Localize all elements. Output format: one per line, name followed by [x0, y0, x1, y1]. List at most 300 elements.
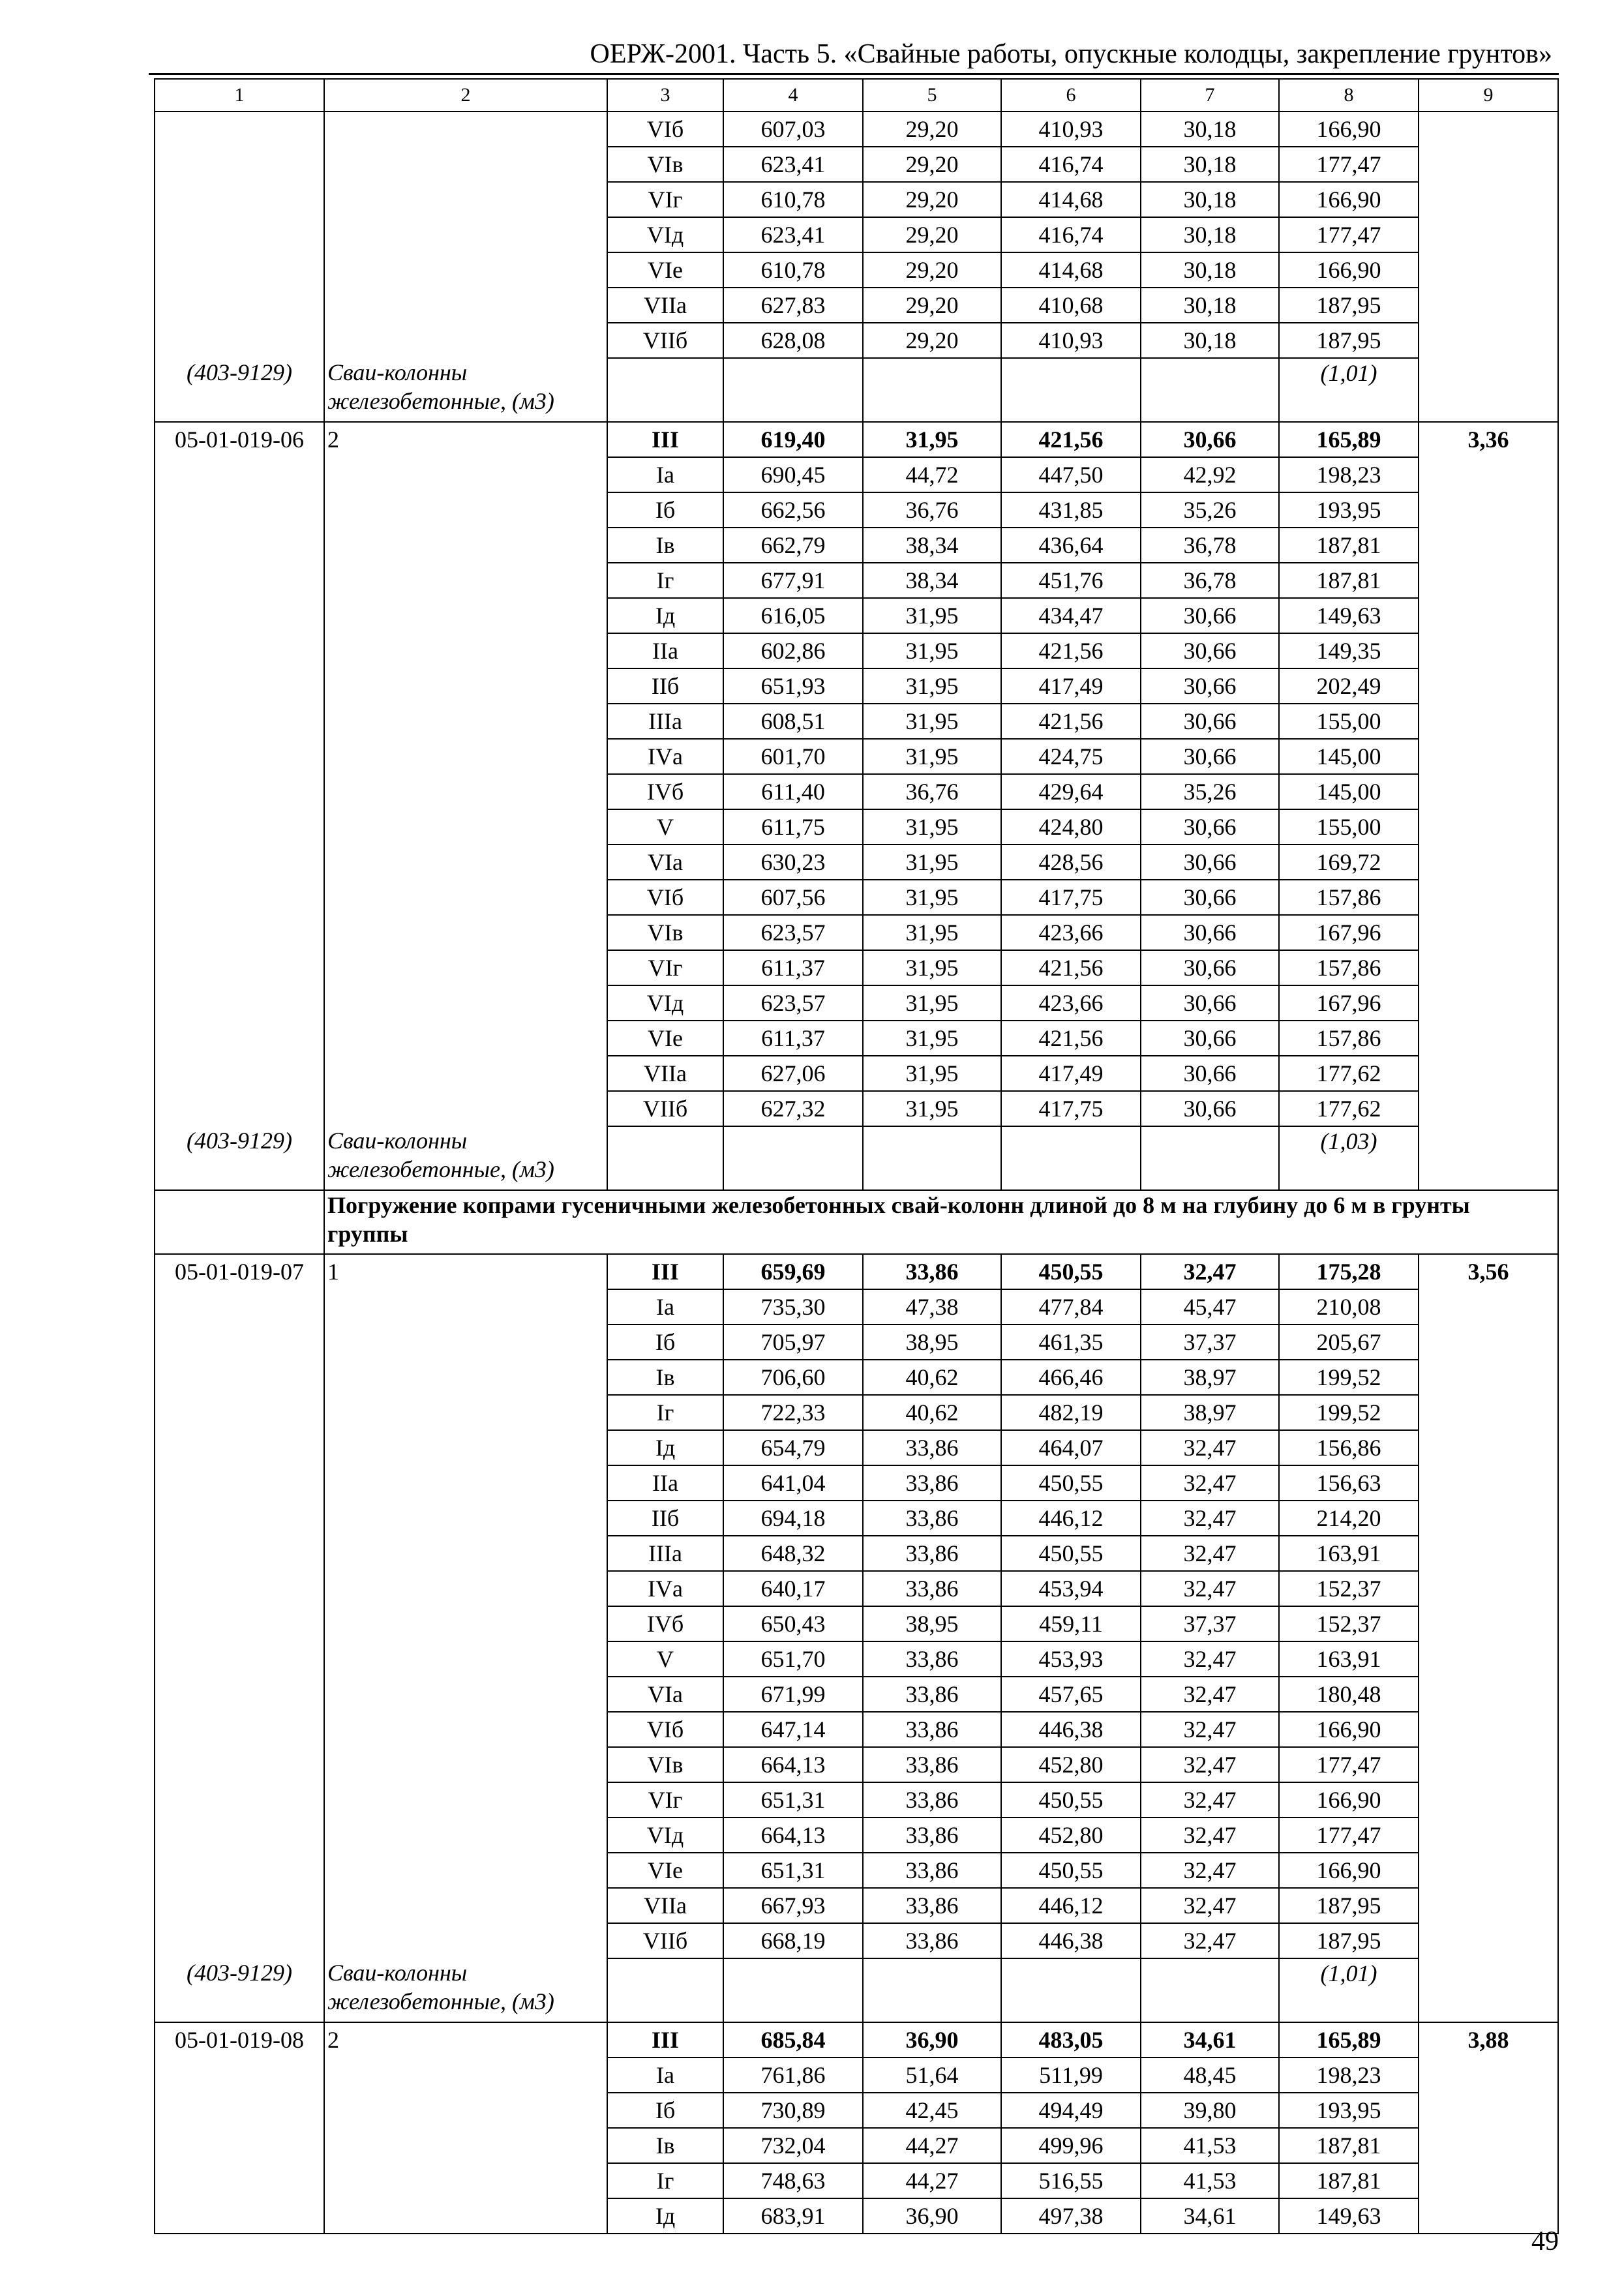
- soil-group-column: [324, 563, 607, 598]
- wages-cost: 36,76: [863, 774, 1001, 809]
- total-cost: 705,97: [723, 1324, 863, 1360]
- machine-cost: 428,56: [1001, 845, 1141, 880]
- materials-cost: 169,72: [1279, 845, 1419, 880]
- total-cost: 664,13: [723, 1747, 863, 1782]
- machine-cost: 410,68: [1001, 288, 1141, 323]
- column-number: 8: [1279, 79, 1419, 112]
- machine-cost: 423,66: [1001, 915, 1141, 950]
- materials-cost: 187,81: [1279, 528, 1419, 563]
- labor-hours: [1419, 704, 1558, 739]
- empty-cell: [1419, 358, 1558, 422]
- machine-cost: 452,80: [1001, 1818, 1141, 1853]
- machinist-wages: 45,47: [1141, 1289, 1279, 1324]
- soil-group-column: [324, 323, 607, 358]
- rate-row: [155, 1888, 1558, 1923]
- rate-row: [155, 2057, 1558, 2093]
- machinist-wages: 32,47: [1141, 1747, 1279, 1782]
- machine-cost: 483,05: [1001, 2022, 1141, 2057]
- materials-cost: 175,28: [1279, 1254, 1419, 1289]
- labor-hours: [1419, 1324, 1558, 1360]
- machinist-wages: 30,66: [1141, 739, 1279, 774]
- machinist-wages: 30,66: [1141, 985, 1279, 1021]
- machinist-wages: 34,61: [1141, 2198, 1279, 2234]
- rate-code: [155, 1501, 324, 1536]
- soil-category: IIб: [607, 1501, 723, 1536]
- wages-cost: 31,95: [863, 1091, 1001, 1126]
- soil-category: Iа: [607, 457, 723, 492]
- material-row: [155, 1958, 1558, 2022]
- machinist-wages: 32,47: [1141, 1923, 1279, 1958]
- rate-row: [155, 2093, 1558, 2128]
- machine-cost: 499,96: [1001, 2128, 1141, 2163]
- total-cost: 662,79: [723, 528, 863, 563]
- machine-cost: 446,12: [1001, 1888, 1141, 1923]
- soil-category: VIа: [607, 1677, 723, 1712]
- labor-hours: [1419, 563, 1558, 598]
- machine-cost: 450,55: [1001, 1782, 1141, 1818]
- total-cost: 619,40: [723, 422, 863, 457]
- soil-category: VIIа: [607, 1056, 723, 1091]
- rate-row: [155, 422, 1558, 457]
- machinist-wages: 41,53: [1141, 2163, 1279, 2198]
- total-cost: 662,56: [723, 492, 863, 528]
- wages-cost: 31,95: [863, 668, 1001, 704]
- soil-group-column: [324, 528, 607, 563]
- rate-code: [155, 633, 324, 668]
- total-cost: 608,51: [723, 704, 863, 739]
- total-cost: 602,86: [723, 633, 863, 668]
- materials-cost: 166,90: [1279, 112, 1419, 147]
- materials-cost: 199,52: [1279, 1360, 1419, 1395]
- rate-row: [155, 1712, 1558, 1747]
- wages-cost: 38,95: [863, 1606, 1001, 1641]
- total-cost: 611,37: [723, 1021, 863, 1056]
- rate-code: [155, 2128, 324, 2163]
- machine-cost: 494,49: [1001, 2093, 1141, 2128]
- materials-cost: 177,62: [1279, 1056, 1419, 1091]
- rate-code: [155, 1465, 324, 1501]
- rate-row: [155, 1501, 1558, 1536]
- soil-group-column: [324, 1021, 607, 1056]
- wages-cost: 51,64: [863, 2057, 1001, 2093]
- total-cost: 659,69: [723, 1254, 863, 1289]
- labor-hours: [1419, 950, 1558, 985]
- materials-cost: 166,90: [1279, 1853, 1419, 1888]
- machine-cost: 410,93: [1001, 112, 1141, 147]
- page-number: 49: [1531, 2226, 1559, 2256]
- labor-hours: [1419, 774, 1558, 809]
- soil-category: IVа: [607, 1571, 723, 1606]
- labor-hours: 3,36: [1419, 422, 1558, 457]
- machinist-wages: 32,47: [1141, 1888, 1279, 1923]
- machine-cost: 446,38: [1001, 1712, 1141, 1747]
- soil-group-column: [324, 1465, 607, 1501]
- machinist-wages: 30,66: [1141, 668, 1279, 704]
- column-number: 1: [155, 79, 324, 112]
- total-cost: 664,13: [723, 1818, 863, 1853]
- materials-cost: 180,48: [1279, 1677, 1419, 1712]
- total-cost: 651,93: [723, 668, 863, 704]
- rate-row: [155, 563, 1558, 598]
- total-cost: 648,32: [723, 1536, 863, 1571]
- soil-group-column: [324, 739, 607, 774]
- wages-cost: 33,86: [863, 1677, 1001, 1712]
- rate-code: [155, 809, 324, 845]
- rate-code: [155, 985, 324, 1021]
- soil-category: VIв: [607, 147, 723, 182]
- labor-hours: [1419, 1606, 1558, 1641]
- rate-row: [155, 1818, 1558, 1853]
- machinist-wages: 39,80: [1141, 2093, 1279, 2128]
- labor-hours: [1419, 1056, 1558, 1091]
- rate-code: [155, 2163, 324, 2198]
- wages-cost: 31,95: [863, 633, 1001, 668]
- material-name: Сваи-колонны железобетонные, (м3): [324, 358, 607, 422]
- wages-cost: 31,95: [863, 985, 1001, 1021]
- materials-cost: 198,23: [1279, 2057, 1419, 2093]
- machine-cost: 417,49: [1001, 1056, 1141, 1091]
- machinist-wages: 32,47: [1141, 1536, 1279, 1571]
- labor-hours: [1419, 1536, 1558, 1571]
- machinist-wages: 32,47: [1141, 1641, 1279, 1677]
- soil-group-column: [324, 1712, 607, 1747]
- material-row: [155, 1126, 1558, 1190]
- labor-hours: 3,56: [1419, 1254, 1558, 1289]
- total-cost: 722,33: [723, 1395, 863, 1430]
- machinist-wages: 32,47: [1141, 1254, 1279, 1289]
- empty-cell: [1001, 1126, 1141, 1190]
- machine-cost: 414,68: [1001, 182, 1141, 217]
- rate-code: [155, 457, 324, 492]
- empty-cell: [607, 1126, 723, 1190]
- soil-category: VIд: [607, 985, 723, 1021]
- soil-category: VIа: [607, 845, 723, 880]
- rate-code: [155, 915, 324, 950]
- soil-category: VIе: [607, 252, 723, 288]
- soil-group-column: [324, 492, 607, 528]
- soil-group-column: [324, 2128, 607, 2163]
- rate-row: [155, 217, 1558, 252]
- total-cost: 651,31: [723, 1853, 863, 1888]
- section-heading-row: [155, 1190, 1558, 1254]
- materials-cost: 187,81: [1279, 563, 1419, 598]
- rate-code: [155, 774, 324, 809]
- materials-cost: 149,35: [1279, 633, 1419, 668]
- materials-cost: 156,63: [1279, 1465, 1419, 1501]
- rate-row: [155, 1782, 1558, 1818]
- wages-cost: 31,95: [863, 1056, 1001, 1091]
- column-number: 5: [863, 79, 1001, 112]
- machine-cost: 453,94: [1001, 1571, 1141, 1606]
- rate-row: [155, 704, 1558, 739]
- rate-code: [155, 950, 324, 985]
- rate-row: [155, 147, 1558, 182]
- rate-code: [155, 492, 324, 528]
- rate-code: [155, 1747, 324, 1782]
- soil-category: IIIа: [607, 704, 723, 739]
- materials-cost: 177,47: [1279, 1747, 1419, 1782]
- rate-row: [155, 739, 1558, 774]
- machinist-wages: 30,66: [1141, 1091, 1279, 1126]
- materials-cost: 149,63: [1279, 2198, 1419, 2234]
- rate-row: [155, 633, 1558, 668]
- wages-cost: 40,62: [863, 1395, 1001, 1430]
- rate-row: [155, 1395, 1558, 1430]
- materials-cost: 145,00: [1279, 739, 1419, 774]
- rate-code: [155, 1430, 324, 1465]
- wages-cost: 31,95: [863, 950, 1001, 985]
- labor-hours: [1419, 1677, 1558, 1712]
- soil-group-column: [324, 1747, 607, 1782]
- rate-code: [155, 1641, 324, 1677]
- empty-cell: [723, 358, 863, 422]
- machinist-wages: 30,66: [1141, 915, 1279, 950]
- rate-code: [155, 1021, 324, 1056]
- machinist-wages: 35,26: [1141, 492, 1279, 528]
- empty-cell: [723, 1126, 863, 1190]
- machine-cost: 429,64: [1001, 774, 1141, 809]
- labor-hours: [1419, 1853, 1558, 1888]
- total-cost: 610,78: [723, 252, 863, 288]
- rate-code: [155, 1324, 324, 1360]
- materials-cost: 157,86: [1279, 950, 1419, 985]
- soil-group-column: [324, 668, 607, 704]
- rates-table: [154, 78, 1559, 2234]
- machine-cost: 457,65: [1001, 1677, 1141, 1712]
- soil-group-column: [324, 457, 607, 492]
- rate-code: 05-01-019-07: [155, 1254, 324, 1289]
- rate-row: [155, 1324, 1558, 1360]
- soil-category: Iа: [607, 2057, 723, 2093]
- empty-cell: [863, 358, 1001, 422]
- labor-hours: [1419, 457, 1558, 492]
- soil-category: Iг: [607, 2163, 723, 2198]
- soil-group-column: [324, 2163, 607, 2198]
- rate-row: [155, 2128, 1558, 2163]
- soil-category: VIб: [607, 1712, 723, 1747]
- rate-row: [155, 1571, 1558, 1606]
- wages-cost: 31,95: [863, 598, 1001, 633]
- rate-row: [155, 1641, 1558, 1677]
- table-body: [155, 79, 1558, 2234]
- soil-group-column: [324, 1853, 607, 1888]
- soil-group-column: [324, 2093, 607, 2128]
- soil-group-column: 2: [324, 2022, 607, 2057]
- machine-cost: 417,75: [1001, 1091, 1141, 1126]
- machine-cost: 431,85: [1001, 492, 1141, 528]
- rate-code: [155, 668, 324, 704]
- soil-category: VIе: [607, 1021, 723, 1056]
- soil-category: Iв: [607, 528, 723, 563]
- labor-hours: [1419, 2093, 1558, 2128]
- rate-code: [155, 323, 324, 358]
- empty-cell: [607, 1958, 723, 2022]
- materials-cost: 177,47: [1279, 147, 1419, 182]
- soil-group-column: [324, 880, 607, 915]
- empty-cell: [1141, 1958, 1279, 2022]
- wages-cost: 33,86: [863, 1430, 1001, 1465]
- soil-category: III: [607, 422, 723, 457]
- rate-row: [155, 774, 1558, 809]
- labor-hours: [1419, 1571, 1558, 1606]
- soil-category: Iг: [607, 1395, 723, 1430]
- rate-row: [155, 323, 1558, 358]
- machine-cost: 446,12: [1001, 1501, 1141, 1536]
- rate-row: [155, 252, 1558, 288]
- labor-hours: [1419, 1465, 1558, 1501]
- rate-row: [155, 492, 1558, 528]
- rate-row: [155, 668, 1558, 704]
- rate-row: [155, 1091, 1558, 1126]
- soil-category: VIв: [607, 915, 723, 950]
- soil-group-column: [324, 704, 607, 739]
- rate-row: [155, 598, 1558, 633]
- rate-row: [155, 985, 1558, 1021]
- materials-cost: 163,91: [1279, 1536, 1419, 1571]
- rate-code: [155, 1289, 324, 1324]
- machinist-wages: 30,66: [1141, 633, 1279, 668]
- rate-row: [155, 1606, 1558, 1641]
- soil-category: VIд: [607, 217, 723, 252]
- materials-cost: 199,52: [1279, 1395, 1419, 1430]
- rate-code: [155, 217, 324, 252]
- materials-cost: 187,95: [1279, 323, 1419, 358]
- rate-row: [155, 457, 1558, 492]
- materials-cost: 156,86: [1279, 1430, 1419, 1465]
- materials-cost: 187,81: [1279, 2163, 1419, 2198]
- total-cost: 761,86: [723, 2057, 863, 2093]
- soil-category: Iв: [607, 1360, 723, 1395]
- empty-cell: [607, 358, 723, 422]
- total-cost: 623,57: [723, 985, 863, 1021]
- labor-hours: [1419, 598, 1558, 633]
- machinist-wages: 36,78: [1141, 563, 1279, 598]
- materials-cost: 187,81: [1279, 2128, 1419, 2163]
- column-number: 6: [1001, 79, 1141, 112]
- rate-row: [155, 880, 1558, 915]
- materials-cost: 187,95: [1279, 288, 1419, 323]
- materials-cost: 166,90: [1279, 252, 1419, 288]
- machine-cost: 446,38: [1001, 1923, 1141, 1958]
- machine-cost: 421,56: [1001, 704, 1141, 739]
- soil-category: VIб: [607, 880, 723, 915]
- wages-cost: 33,86: [863, 1571, 1001, 1606]
- rate-row: [155, 1677, 1558, 1712]
- rate-code: [155, 1395, 324, 1430]
- wages-cost: 36,76: [863, 492, 1001, 528]
- machinist-wages: 30,66: [1141, 1056, 1279, 1091]
- machinist-wages: 30,18: [1141, 252, 1279, 288]
- soil-category: V: [607, 809, 723, 845]
- machine-cost: 410,93: [1001, 323, 1141, 358]
- soil-group-column: [324, 217, 607, 252]
- machine-cost: 434,47: [1001, 598, 1141, 633]
- machinist-wages: 30,66: [1141, 1021, 1279, 1056]
- rate-row: [155, 182, 1558, 217]
- machine-cost: 450,55: [1001, 1254, 1141, 1289]
- soil-category: Iа: [607, 1289, 723, 1324]
- soil-category: Iб: [607, 2093, 723, 2128]
- machine-cost: 477,84: [1001, 1289, 1141, 1324]
- soil-group-column: [324, 1536, 607, 1571]
- soil-group-column: [324, 1677, 607, 1712]
- wages-cost: 31,95: [863, 915, 1001, 950]
- total-cost: 730,89: [723, 2093, 863, 2128]
- labor-hours: [1419, 1888, 1558, 1923]
- machinist-wages: 32,47: [1141, 1782, 1279, 1818]
- machine-cost: 421,56: [1001, 633, 1141, 668]
- soil-category: Iд: [607, 1430, 723, 1465]
- soil-group-column: [324, 915, 607, 950]
- wages-cost: 38,34: [863, 563, 1001, 598]
- machinist-wages: 34,61: [1141, 2022, 1279, 2057]
- wages-cost: 29,20: [863, 112, 1001, 147]
- soil-category: III: [607, 2022, 723, 2057]
- machine-cost: 424,80: [1001, 809, 1141, 845]
- machine-cost: 417,75: [1001, 880, 1141, 915]
- soil-group-column: [324, 950, 607, 985]
- rate-row: [155, 950, 1558, 985]
- machinist-wages: 30,18: [1141, 182, 1279, 217]
- empty-cell: [1419, 1958, 1558, 2022]
- material-quantity: (1,03): [1279, 1126, 1419, 1190]
- rate-row: [155, 1536, 1558, 1571]
- soil-group-column: [324, 1923, 607, 1958]
- total-cost: 623,41: [723, 147, 863, 182]
- soil-group-column: [324, 809, 607, 845]
- total-cost: 647,14: [723, 1712, 863, 1747]
- wages-cost: 42,45: [863, 2093, 1001, 2128]
- machine-cost: 416,74: [1001, 147, 1141, 182]
- machine-cost: 436,64: [1001, 528, 1141, 563]
- labor-hours: [1419, 323, 1558, 358]
- wages-cost: 29,20: [863, 252, 1001, 288]
- rate-row: [155, 112, 1558, 147]
- rate-code: [155, 2057, 324, 2093]
- machinist-wages: 36,78: [1141, 528, 1279, 563]
- soil-category: Iб: [607, 1324, 723, 1360]
- soil-group-column: [324, 1641, 607, 1677]
- total-cost: 630,23: [723, 845, 863, 880]
- machinist-wages: 32,47: [1141, 1712, 1279, 1747]
- labor-hours: [1419, 1782, 1558, 1818]
- rate-row: [155, 2022, 1558, 2057]
- machine-cost: 414,68: [1001, 252, 1141, 288]
- total-cost: 641,04: [723, 1465, 863, 1501]
- machine-cost: 511,99: [1001, 2057, 1141, 2093]
- empty-cell: [1141, 358, 1279, 422]
- soil-group-column: [324, 1091, 607, 1126]
- wages-cost: 33,86: [863, 1923, 1001, 1958]
- wages-cost: 31,95: [863, 809, 1001, 845]
- soil-category: VIIб: [607, 323, 723, 358]
- materials-cost: 177,47: [1279, 217, 1419, 252]
- total-cost: 601,70: [723, 739, 863, 774]
- rate-row: [155, 288, 1558, 323]
- wages-cost: 33,86: [863, 1818, 1001, 1853]
- wages-cost: 36,90: [863, 2198, 1001, 2234]
- machinist-wages: 37,37: [1141, 1606, 1279, 1641]
- empty-cell: [1001, 1958, 1141, 2022]
- wages-cost: 29,20: [863, 323, 1001, 358]
- rate-row: [155, 1289, 1558, 1324]
- soil-group-column: [324, 2057, 607, 2093]
- labor-hours: [1419, 880, 1558, 915]
- soil-group-column: [324, 1289, 607, 1324]
- labor-hours: [1419, 633, 1558, 668]
- materials-cost: 166,90: [1279, 1712, 1419, 1747]
- rate-code: [155, 704, 324, 739]
